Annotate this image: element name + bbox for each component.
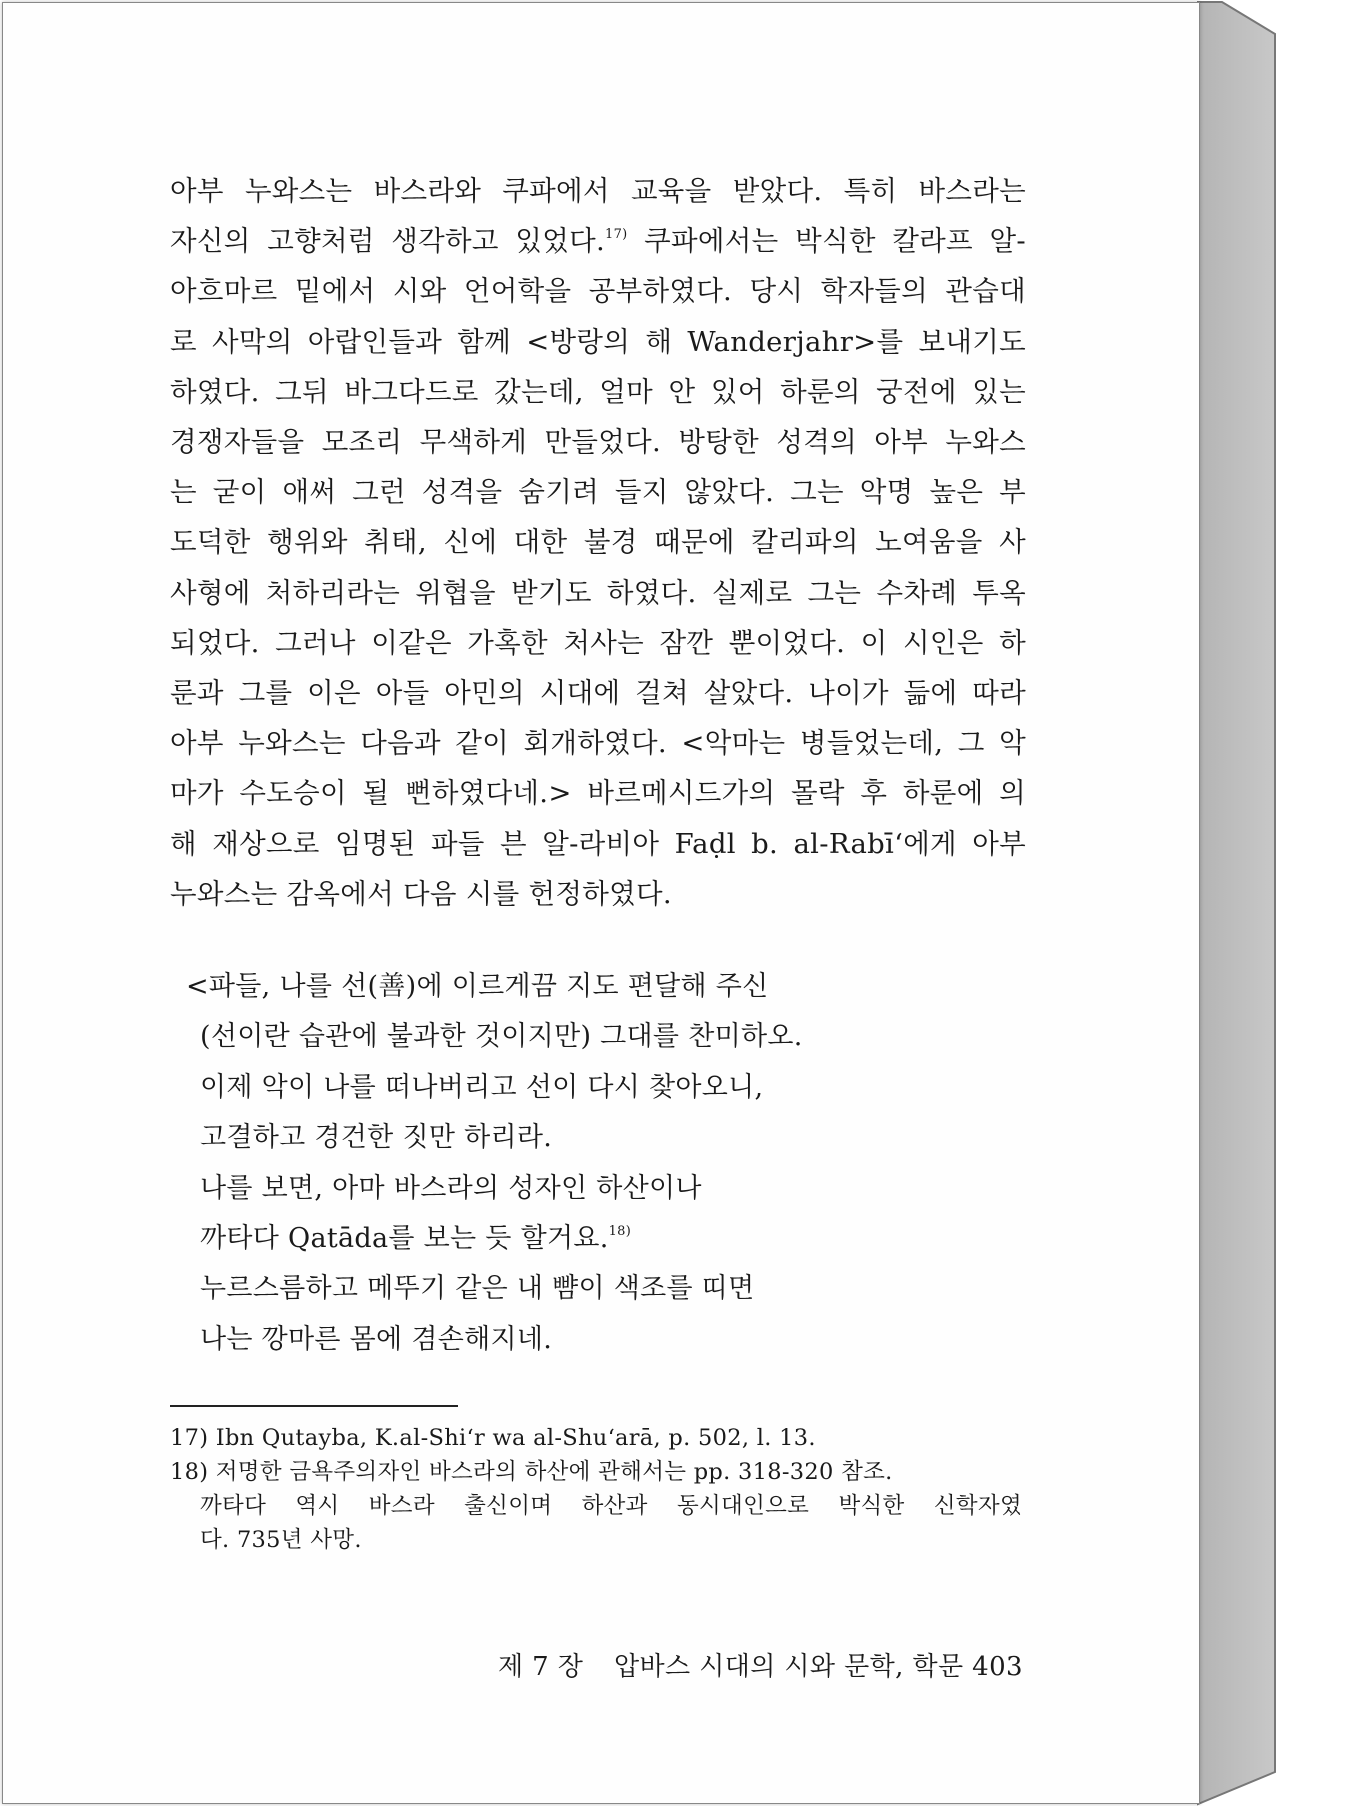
poem-line bbox=[186, 1214, 803, 1264]
body-line: 는 굳이 애써 그런 성격을 숨기려 들지 않았다. 그는 악명 높은 부 bbox=[170, 476, 1026, 509]
footnote-17 bbox=[170, 1421, 1022, 1455]
poem-line: 고결하고 경건한 짓만 하리라. bbox=[200, 1122, 553, 1154]
body-line: 도덕한 행위와 취태, 신에 대한 불경 때문에 칼리파의 노여움을 사 bbox=[170, 526, 1026, 559]
body-line: 아부 누와스는 바스라와 쿠파에서 교육을 받았다. 특히 바스라는 bbox=[170, 175, 1026, 207]
footnote-ref-18[interactable]: 18) bbox=[608, 1224, 632, 1240]
body-line: 룬과 그를 이은 아들 아민의 시대에 걸쳐 살았다. 나이가 듦에 따라 bbox=[170, 677, 1026, 710]
poem-line: 나를 보면, 아마 바스라의 성자인 하산이나 bbox=[200, 1172, 702, 1204]
body-line: 아흐마르 밑에서 시와 언어학을 공부하였다. 당시 학자들의 관습대 bbox=[170, 275, 1026, 308]
body-line: 경쟁자들을 모조리 무색하게 만들었다. 방탕한 성격의 아부 누와스 bbox=[170, 426, 1026, 459]
poem-line: <파들, 나를 선(善)에 이르게끔 지도 편달해 주신 bbox=[186, 971, 769, 1002]
chapter-title: 압바스 시대의 시와 문학, 학문 bbox=[613, 1652, 964, 1682]
running-footer bbox=[498, 1646, 1023, 1683]
body-line: 누와스는 감옥에서 다음 시를 헌정하였다. bbox=[170, 877, 672, 910]
poem-line: 나는 깡마른 몸에 겸손해지네. bbox=[200, 1323, 553, 1355]
body-line: 되었다. 그러나 이같은 가혹한 처사는 잠깐 뿐이었다. 이 시인은 하 bbox=[170, 626, 1026, 659]
body-line: 사형에 처하리라는 위협을 받기도 하였다. 실제로 그는 수차례 투옥 bbox=[170, 576, 1026, 609]
body-line: 해 재상으로 임명된 파들 븐 알-라비아 Faḍl b. al-Rabīʻ에게 아부 bbox=[170, 827, 1026, 860]
footnote-ref-17[interactable]: 17) bbox=[605, 227, 628, 243]
poem-line: 이제 악이 나를 떠나버리고 선이 다시 찾아오니, bbox=[200, 1071, 764, 1103]
footnotes bbox=[170, 1421, 1022, 1557]
poem-line-text: 까타다 Qatāda를 보는 듯 할거요. bbox=[200, 1223, 609, 1255]
footnote-text: 까타다 역시 바스라 출신이며 하산과 동시대인으로 박식한 신학자였 bbox=[200, 1493, 1022, 1519]
footnote-divider bbox=[170, 1405, 458, 1407]
footnote-text: 18) 저명한 금욕주의자인 바스라의 하산에 관해서는 pp. 318-320 참조. bbox=[170, 1459, 893, 1485]
poem-line: (선이란 습관에 불과한 것이지만) 그대를 찬미하오. bbox=[200, 1021, 803, 1053]
body-line: 로 사막의 아랍인들과 함께 <방랑의 해 Wanderjahr>를 보내기도 bbox=[170, 325, 1026, 358]
chapter-label: 제 7 장 bbox=[498, 1652, 584, 1682]
body-line bbox=[170, 216, 1026, 266]
body-line-text: 쿠파에서는 박식한 칼라프 알- bbox=[627, 225, 1026, 258]
page-number: 403 bbox=[972, 1652, 1023, 1682]
poem-line: 누르스름하고 메뚜기 같은 내 뺨이 색조를 띠면 bbox=[200, 1273, 755, 1305]
body-line: 하였다. 그뒤 바그다드로 갔는데, 얼마 안 있어 하룬의 궁전에 있는 bbox=[170, 375, 1026, 408]
footnote-text: 다. 735년 사망. bbox=[200, 1527, 362, 1553]
body-line: 아부 누와스는 다음과 같이 회개하였다. <악마는 병들었는데, 그 악 bbox=[170, 727, 1026, 760]
body-line-text: 자신의 고향처럼 생각하고 있었다. bbox=[170, 225, 606, 258]
footnote-text: 17) Ibn Qutayba, K.al-Shiʻr wa al-Shuʻarā, p. 502, l. 13. bbox=[170, 1425, 816, 1451]
body-line: 마가 수도승이 될 뻔하였다네.> 바르메시드가의 몰락 후 하룬에 의 bbox=[170, 777, 1026, 810]
main-paragraph bbox=[170, 166, 1026, 919]
footnote-18 bbox=[170, 1455, 1022, 1557]
poem-block bbox=[186, 962, 803, 1365]
